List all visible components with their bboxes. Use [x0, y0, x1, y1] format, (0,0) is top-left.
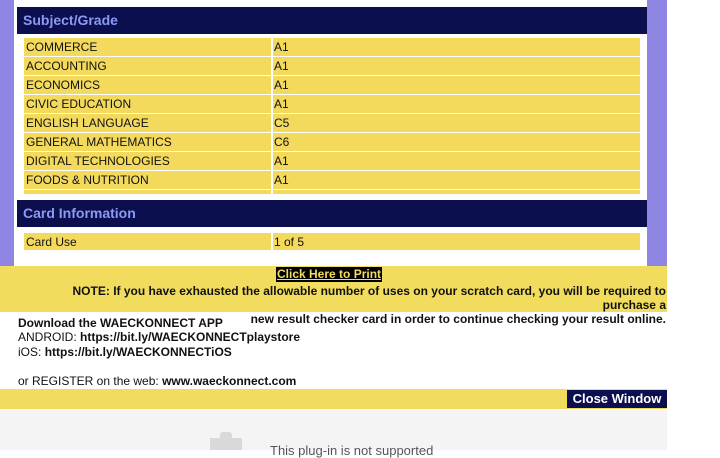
android-line: [18, 330, 300, 344]
subject-cell: GENERAL MATHEMATICS: [24, 133, 271, 151]
card-information-header: Card Information: [17, 200, 647, 227]
note-line-2: new result checker card in order to continue checking your result online.: [250, 312, 666, 326]
grade-cell: A1: [273, 171, 640, 189]
close-window-button[interactable]: Close Window: [567, 390, 667, 408]
subject-cell: COMMERCE: [24, 38, 271, 56]
grade-row-filler: [24, 190, 640, 194]
subject-cell: DIGITAL TECHNOLOGIES: [24, 152, 271, 170]
grade-cell: A1: [273, 38, 640, 56]
left-border: [0, 0, 14, 266]
subject-grade-header: Subject/Grade: [17, 7, 647, 34]
register-text: or REGISTER on the web:: [18, 374, 159, 388]
grade-row: [24, 38, 640, 57]
grade-row: [24, 95, 640, 114]
register-line: [18, 374, 296, 388]
grade-cell: A1: [273, 95, 640, 113]
subject-cell: ENGLISH LANGUAGE: [24, 114, 271, 132]
grade-row: [24, 152, 640, 171]
grade-row: [24, 171, 640, 190]
grade-cell: A1: [273, 76, 640, 94]
grade-row: [24, 114, 640, 133]
grade-row: [24, 57, 640, 76]
plugin-message: This plug-in is not supported: [270, 443, 434, 458]
subject-cell: ACCOUNTING: [24, 57, 271, 75]
subject-cell: ECONOMICS: [24, 76, 271, 94]
note-line-1: If you have exhausted the allowable number of uses on your scratch card, you will be required to purchase a: [113, 284, 666, 312]
grade-cell: C6: [273, 133, 640, 151]
right-border: [647, 0, 667, 266]
grade-row: [24, 76, 640, 95]
card-use-label: Card Use: [24, 233, 271, 250]
card-use-row: [24, 233, 640, 250]
subject-cell: FOODS & NUTRITION: [24, 171, 271, 189]
print-link[interactable]: Click Here to Print: [277, 267, 382, 281]
ios-line: [18, 345, 232, 359]
subject-cell: CIVIC EDUCATION: [24, 95, 271, 113]
register-link[interactable]: www.waeckonnect.com: [162, 374, 297, 388]
ios-link[interactable]: https://bit.ly/WAECKONNECTiOS: [44, 345, 232, 359]
grade-row: [24, 133, 640, 152]
note-label: NOTE:: [72, 284, 110, 298]
grade-cell: C5: [273, 114, 640, 132]
grade-cell: A1: [273, 152, 640, 170]
puzzle-piece-icon: [208, 430, 244, 450]
android-link[interactable]: https://bit.ly/WAECKONNECTplaystore: [80, 330, 301, 344]
download-title: Download the WAECKONNECT APP: [18, 316, 223, 330]
grade-cell: A1: [273, 57, 640, 75]
ios-label: iOS:: [18, 345, 42, 359]
android-label: ANDROID:: [18, 330, 77, 344]
grade-table: [24, 38, 640, 194]
card-use-value: 1 of 5: [273, 233, 640, 250]
